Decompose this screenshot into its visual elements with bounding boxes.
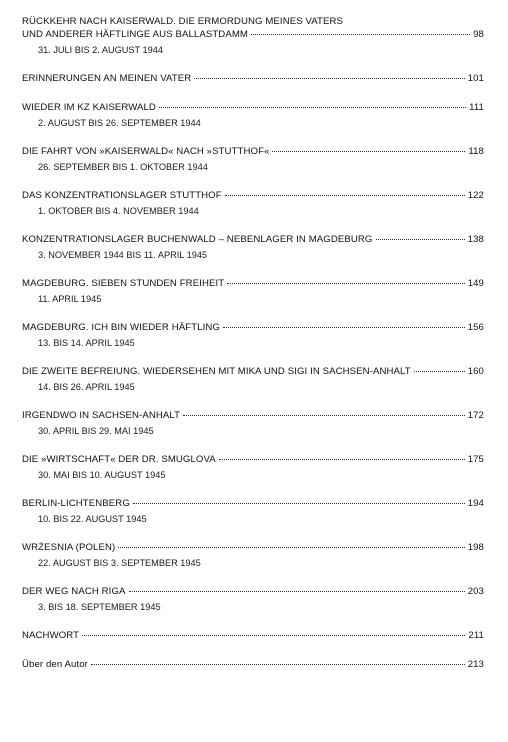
page-number: 160 xyxy=(467,366,484,377)
toc-entry xyxy=(22,189,484,217)
toc-dates: 11. APRIL 1945 xyxy=(38,294,102,304)
toc-title: MAGDEBURG. SIEBEN STUNDEN FREIHEIT xyxy=(22,278,225,289)
toc-dates: 31. JULI BIS 2. AUGUST 1944 xyxy=(38,45,163,55)
toc-title: NACHWORT xyxy=(22,630,80,641)
toc-title: Über den Autor xyxy=(22,659,88,670)
dot-leader xyxy=(82,635,465,636)
toc-row xyxy=(22,101,484,114)
page-number: 211 xyxy=(468,630,484,641)
toc-title-line: RÜCKKEHR NACH KAISERWALD. DIE ERMORDUNG MEINES VATERS xyxy=(22,16,344,27)
toc-entry xyxy=(22,321,484,349)
toc-row xyxy=(22,453,484,466)
dot-leader xyxy=(91,664,465,665)
dot-leader xyxy=(194,78,464,79)
toc-row xyxy=(22,585,484,598)
toc-title: MAGDEBURG. ICH BIN WIEDER HÄFTLING xyxy=(22,322,220,333)
toc-row xyxy=(22,497,484,510)
toc-entry xyxy=(22,145,484,173)
toc-row xyxy=(22,72,484,85)
toc-entry xyxy=(22,409,484,437)
page-number: 213 xyxy=(467,659,484,670)
toc-row xyxy=(22,321,484,334)
toc-row xyxy=(22,145,484,158)
toc-entry xyxy=(22,15,484,56)
toc-row xyxy=(22,233,484,246)
toc-dates: 1. OKTOBER BIS 4. NOVEMBER 1944 xyxy=(38,206,199,216)
dot-leader xyxy=(223,327,465,328)
toc-entry xyxy=(22,101,484,129)
toc-dates: 3. BIS 18. SEPTEMBER 1945 xyxy=(38,602,161,612)
page-number: 98 xyxy=(473,29,484,40)
toc-title: WRŻESNIA (POLEN) xyxy=(22,542,116,553)
dot-leader xyxy=(129,591,465,592)
dot-leader xyxy=(227,283,464,284)
dot-leader xyxy=(118,547,464,548)
toc-entry xyxy=(22,453,484,481)
toc-dates: 3. NOVEMBER 1944 BIS 11. APRIL 1945 xyxy=(38,250,208,260)
toc-entry xyxy=(22,629,484,642)
toc-title: DIE ZWEITE BEFREIUNG. WIEDERSEHEN MIT MIKA UND SIGI IN SACHSEN-ANHALT xyxy=(22,366,411,377)
page-number: 122 xyxy=(467,190,484,201)
toc-entry xyxy=(22,365,484,393)
page-number: 156 xyxy=(467,322,484,333)
toc-title: DAS KONZENTRATIONSLAGER STUTTHOF xyxy=(22,190,222,201)
toc-dates: 30. MAI BIS 10. AUGUST 1945 xyxy=(38,470,166,480)
toc-dates: 10. BIS 22. AUGUST 1945 xyxy=(38,514,147,524)
page-number: 203 xyxy=(467,586,484,597)
toc-title: BERLIN-LICHTENBERG xyxy=(22,498,130,509)
page-number: 149 xyxy=(467,278,484,289)
toc-title: WIEDER IM KZ KAISERWALD xyxy=(22,102,156,113)
toc-entry xyxy=(22,585,484,613)
dot-leader xyxy=(251,34,470,35)
toc-entry xyxy=(22,72,484,85)
toc-dates: 13. BIS 14. APRIL 1945 xyxy=(38,338,135,348)
toc-title: DER WEG NACH RIGA xyxy=(22,586,126,597)
toc-row xyxy=(22,277,484,290)
toc-row xyxy=(22,658,484,671)
toc-title: UND ANDERER HÄFTLINGE AUS BALLASTDAMM xyxy=(22,29,248,40)
toc-entry xyxy=(22,277,484,305)
dot-leader xyxy=(159,107,466,108)
dot-leader xyxy=(183,415,465,416)
dot-leader xyxy=(133,503,465,504)
page-number: 118 xyxy=(468,146,484,157)
toc-entry xyxy=(22,658,484,671)
page-number: 172 xyxy=(467,410,484,421)
dot-leader xyxy=(414,371,465,372)
toc-title: DIE »WIRTSCHAFT« DER DR. SMUGLOVA xyxy=(22,454,216,465)
dot-leader xyxy=(225,195,465,196)
toc-title: DIE FAHRT VON »KAISERWALD« NACH »STUTTHOF« xyxy=(22,146,270,157)
dot-leader xyxy=(219,459,465,460)
toc-row xyxy=(22,409,484,422)
page-number: 175 xyxy=(467,454,484,465)
toc-title: ERINNERUNGEN AN MEINEN VATER xyxy=(22,73,192,84)
table-of-contents xyxy=(22,15,484,687)
toc-row xyxy=(22,189,484,202)
toc-dates: 30. APRIL BIS 29. MAI 1945 xyxy=(38,426,154,436)
toc-entry xyxy=(22,233,484,261)
toc-row xyxy=(22,541,484,554)
page-number: 194 xyxy=(467,498,484,509)
toc-row xyxy=(22,28,484,41)
page-number: 111 xyxy=(469,102,484,113)
toc-entry xyxy=(22,497,484,525)
toc-dates: 2. AUGUST BIS 26. SEPTEMBER 1944 xyxy=(38,118,201,128)
toc-row xyxy=(22,365,484,378)
toc-row xyxy=(22,629,484,642)
toc-dates: 14. BIS 26. APRIL 1945 xyxy=(38,382,135,392)
dot-leader xyxy=(376,239,465,240)
toc-dates: 26. SEPTEMBER BIS 1. OKTOBER 1944 xyxy=(38,162,208,172)
toc-entry xyxy=(22,541,484,569)
page-number: 138 xyxy=(467,234,484,245)
page-number: 101 xyxy=(467,73,484,84)
dot-leader xyxy=(272,151,465,152)
toc-dates: 22. AUGUST BIS 3. SEPTEMBER 1945 xyxy=(38,558,201,568)
page-number: 198 xyxy=(467,542,484,553)
toc-title: KONZENTRATIONSLAGER BUCHENWALD – NEBENLAGER IN MAGDEBURG xyxy=(22,234,373,245)
toc-title: IRGENDWO IN SACHSEN-ANHALT xyxy=(22,410,181,421)
